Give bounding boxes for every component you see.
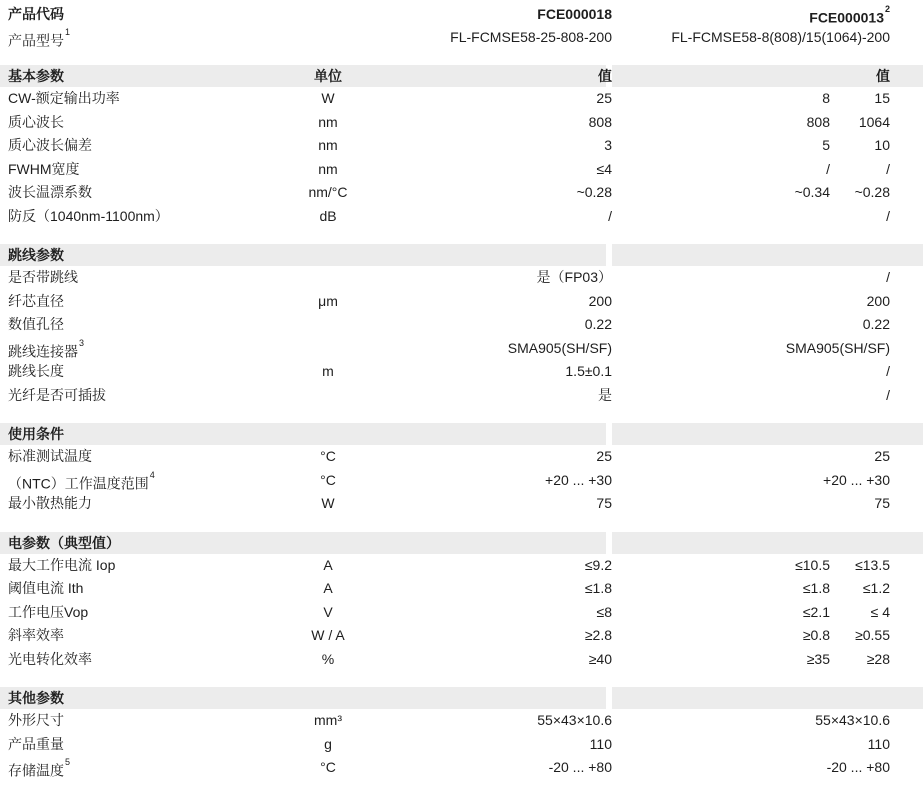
param-value-1: -20 ... +80 [548, 759, 612, 775]
param-value-2: / [886, 269, 890, 285]
param-unit: V [323, 603, 333, 620]
param-name: 是否带跳线 [8, 269, 78, 285]
param-value-2b: ≥0.55 [855, 627, 890, 643]
param-value-1: SMA905(SH/SF) [507, 339, 612, 356]
section-electrical [0, 532, 923, 672]
param-value-1: +20 ... +30 [545, 471, 612, 488]
param-value-2: 55×43×10.6 [815, 712, 890, 728]
footnote-marker: 5 [65, 757, 71, 767]
param-value-1: ≤4 [596, 160, 612, 177]
product-model-row [8, 26, 890, 49]
table-row [8, 733, 890, 757]
param-unit: nm [318, 160, 338, 177]
param-value-1: ≤1.8 [584, 580, 612, 596]
param-unit [258, 384, 398, 408]
param-name: 最小散热能力 [8, 495, 92, 511]
product-code-label: 产品代码 [8, 6, 64, 22]
param-value-1: ≤8 [596, 603, 612, 620]
table-row [8, 266, 890, 290]
section-title: 基本参数 [8, 68, 64, 84]
param-value-1: 是 [598, 386, 612, 403]
param-unit: mm³ [314, 712, 342, 728]
param-unit: °C [320, 448, 336, 464]
param-value-2b: 1064 [858, 113, 890, 130]
param-value-1: 75 [596, 495, 612, 511]
param-unit: °C [320, 759, 336, 775]
param-name: （NTC）工作温度范围$^4$ [8, 469, 155, 492]
param-unit: W [321, 495, 335, 511]
param-unit: nm [318, 137, 338, 153]
section-header-grid [8, 687, 890, 709]
table-row [8, 445, 890, 469]
param-value-2: 0.22 [862, 316, 890, 332]
table-row [8, 601, 890, 625]
param-name: 外形尺寸 [8, 712, 64, 728]
param-value-1: ~0.28 [576, 184, 612, 200]
section-header-grid [8, 244, 890, 266]
section-header-band [0, 687, 923, 709]
param-value-1: 808 [588, 113, 612, 130]
value-column-header-1: 值 [598, 68, 612, 84]
param-name: FWHM宽度 [8, 160, 80, 177]
param-value-1: 25 [596, 448, 612, 464]
table-row [8, 554, 890, 578]
section-header-band [0, 532, 923, 554]
param-unit: m [322, 363, 334, 379]
product-model-label: 产品型号$^1$ [8, 27, 71, 49]
param-value-1: 1.5±0.1 [565, 363, 612, 379]
sections-container [0, 65, 923, 780]
section-header-band [0, 244, 923, 266]
param-value-2: 200 [866, 292, 890, 309]
param-value-2b: ≤ 4 [870, 603, 890, 620]
footnote-marker: 4 [149, 469, 155, 480]
param-unit: dB [319, 207, 337, 224]
section-other [0, 687, 923, 780]
param-value-2a: 808 [806, 113, 830, 130]
param-value-2b: / [886, 160, 890, 177]
param-value-2a: 8 [822, 90, 830, 106]
param-name: 波长温漂系数 [8, 184, 92, 200]
section-jumper [0, 244, 923, 407]
param-name: 跳线长度 [8, 363, 64, 379]
param-value-2b: ≤1.2 [862, 580, 890, 596]
param-name: 最大工作电流 Iop [8, 556, 116, 573]
product-model-value-2: FL-FCMSE58-8(808)/15(1064)-200 [671, 29, 890, 45]
section-header-band [0, 65, 923, 87]
section-basic [0, 65, 923, 228]
param-value-2: / [886, 363, 890, 379]
param-unit [258, 266, 398, 290]
param-unit [258, 313, 398, 337]
section-header-band [0, 423, 923, 445]
param-value-2a: ≤2.1 [802, 603, 830, 620]
param-value-2a: ≥35 [806, 650, 830, 667]
param-value-1: 3 [604, 137, 612, 153]
table-row [8, 469, 890, 493]
param-value-2b: 15 [874, 90, 890, 106]
param-value-1: ≥2.8 [584, 627, 612, 643]
param-name: 质心波长 [8, 113, 64, 130]
param-name: CW-额定输出功率 [8, 90, 120, 106]
param-value-1: 110 [589, 735, 612, 752]
param-value-2a: ≤1.8 [802, 580, 830, 596]
param-value-2a: ≤10.5 [795, 556, 830, 573]
param-unit: °C [320, 471, 336, 488]
param-name: 防反（1040nm-1100nm） [8, 207, 169, 224]
section-title: 跳线参数 [8, 247, 64, 263]
section-usage [0, 423, 923, 516]
table-row [8, 648, 890, 672]
param-value-2: / [886, 207, 890, 224]
param-unit: μm [318, 292, 338, 309]
param-value-2b: 10 [874, 137, 890, 153]
param-value-2a: / [826, 160, 830, 177]
section-header-grid [8, 423, 890, 445]
param-unit: nm [318, 113, 338, 130]
param-value-2b: ≥28 [866, 650, 890, 667]
table-row [8, 492, 890, 516]
param-name: 存储温度$^5$ [8, 757, 71, 779]
table-row [8, 87, 890, 111]
param-unit: nm/°C [308, 184, 348, 200]
table-row [8, 134, 890, 158]
section-header-grid [8, 532, 890, 554]
param-value-1: ≥40 [588, 650, 612, 667]
table-row [8, 384, 890, 408]
param-value-2: / [886, 386, 890, 403]
footnote-marker: 1 [65, 27, 71, 37]
product-code-row [8, 3, 890, 26]
footnote-marker: 2 [884, 4, 890, 14]
param-value-2a: ≥0.8 [802, 627, 830, 643]
param-value-2a: ~0.34 [794, 184, 830, 200]
param-name: 产品重量 [8, 735, 64, 752]
param-unit: % [321, 650, 335, 667]
table-row [8, 624, 890, 648]
product-code-value-2: FCE000013$^2$ [809, 4, 890, 26]
table-row [8, 181, 890, 205]
param-unit: W / A [311, 627, 345, 643]
param-value-1: 是（FP03） [536, 269, 612, 285]
param-value-1: 25 [596, 90, 612, 106]
param-name: 斜率效率 [8, 627, 64, 643]
section-title: 其他参数 [8, 690, 64, 706]
table-row [8, 577, 890, 601]
table-row [8, 337, 890, 361]
table-row [8, 709, 890, 733]
param-unit: A [323, 580, 333, 596]
param-name: 光电转化效率 [8, 650, 92, 667]
section-title: 使用条件 [8, 426, 64, 442]
table-row [8, 360, 890, 384]
param-value-2: 75 [874, 495, 890, 511]
param-value-2: -20 ... +80 [826, 759, 890, 775]
table-row [8, 290, 890, 314]
param-name: 阈值电流 Ith [8, 580, 84, 596]
param-value-2b: ≤13.5 [855, 556, 890, 573]
param-value-1: 55×43×10.6 [537, 712, 612, 728]
param-value-1: ≤9.2 [584, 556, 612, 573]
section-header-grid [8, 65, 890, 87]
param-unit: W [321, 90, 335, 106]
unit-column-header: 单位 [314, 68, 342, 84]
param-value-2b: ~0.28 [854, 184, 890, 200]
param-name: 光纤是否可插拔 [8, 386, 106, 403]
product-model-value-1: FL-FCMSE58-25-808-200 [450, 29, 612, 45]
param-value-2: SMA905(SH/SF) [785, 339, 890, 356]
value-column-header-2: 值 [876, 68, 890, 84]
param-name: 标准测试温度 [8, 448, 92, 464]
table-row [8, 205, 890, 229]
table-row [8, 756, 890, 780]
param-value-1: 200 [588, 292, 612, 309]
table-row [8, 313, 890, 337]
param-value-2: +20 ... +30 [823, 471, 890, 488]
param-value-2a: 5 [822, 137, 830, 153]
table-row [8, 158, 890, 182]
table-row [8, 111, 890, 135]
param-value-1: / [608, 207, 612, 224]
param-name: 数值孔径 [8, 316, 64, 332]
param-value-2: 25 [874, 448, 890, 464]
param-name: 跳线连接器$^3$ [8, 337, 85, 360]
param-value-1: 0.22 [584, 316, 612, 332]
product-code-value-1: FCE000018 [537, 6, 612, 22]
param-value-2: 110 [867, 735, 890, 752]
param-name: 质心波长偏差 [8, 137, 92, 153]
section-title: 电参数（典型值） [8, 534, 120, 551]
param-unit: g [324, 735, 332, 752]
param-name: 纤芯直径 [8, 292, 64, 309]
param-name: 工作电压Vop [8, 603, 89, 620]
footnote-marker: 3 [79, 337, 85, 348]
param-unit: A [323, 556, 333, 573]
